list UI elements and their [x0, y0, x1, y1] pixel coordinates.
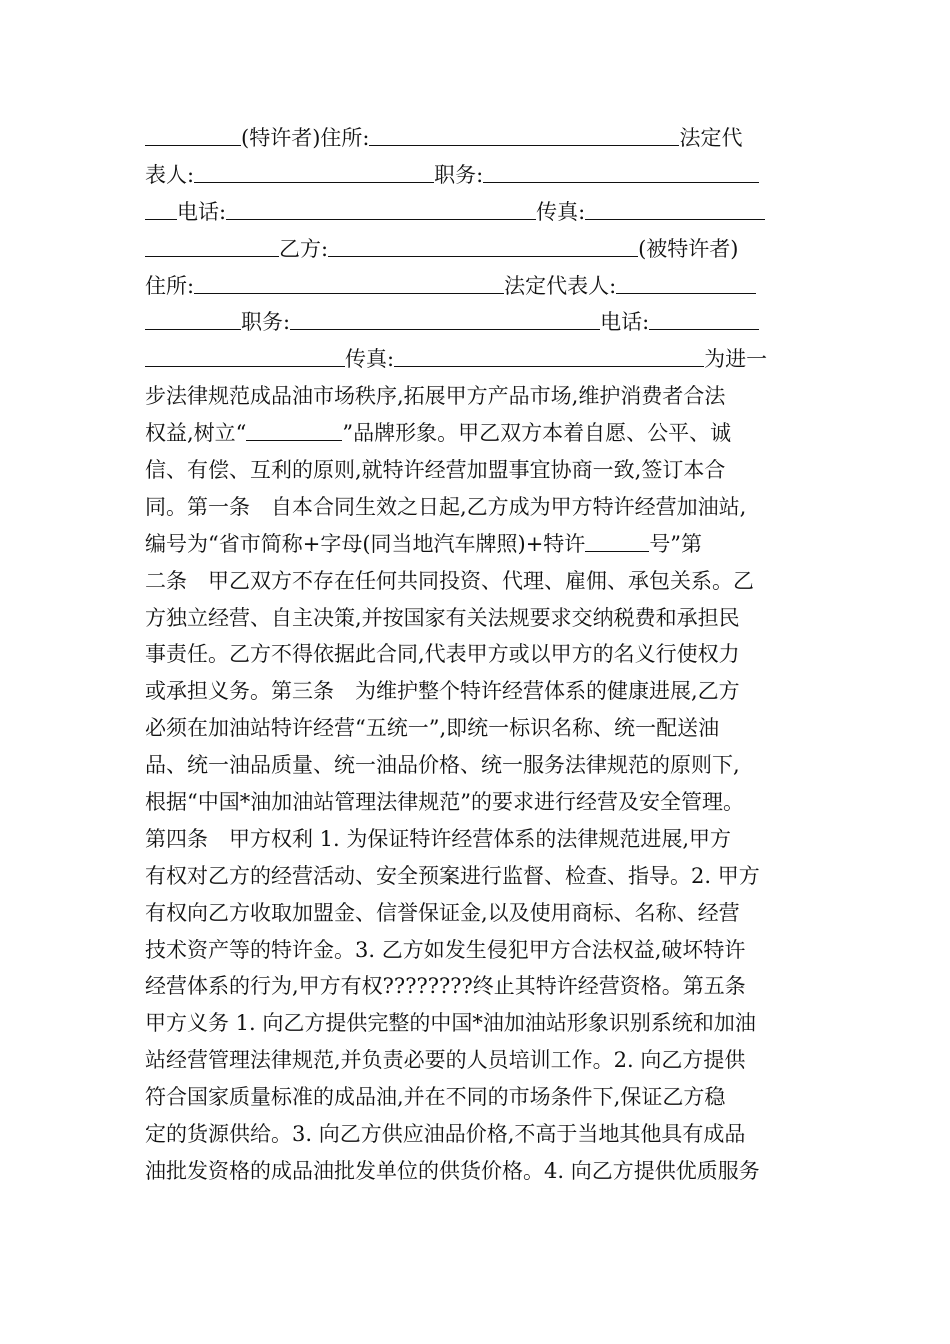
- text-segment: (特许者)住所:: [241, 126, 370, 150]
- blank-field: [369, 124, 679, 146]
- blank-field: [290, 308, 600, 330]
- text-segment: 定的货源供给。3. 向乙方供应油品价格,不高于当地其他具有成品: [145, 1122, 746, 1147]
- text-segment: 传真:: [536, 199, 586, 224]
- text-segment: 权益,树立“: [145, 421, 247, 446]
- text-line: [145, 1116, 805, 1153]
- text-segment: 传真:: [345, 347, 395, 372]
- text-line: [145, 747, 805, 784]
- blank-field: [328, 235, 638, 257]
- blank-field: [394, 345, 704, 367]
- blank-field: [616, 272, 756, 294]
- blank-field: [226, 198, 536, 220]
- blank-field: [145, 308, 241, 330]
- text-segment: 职务:: [434, 162, 484, 187]
- text-segment: 油批发资格的成品油批发单位的供货价格。4. 向乙方提供优质服务: [145, 1158, 760, 1183]
- blank-field: [145, 235, 279, 257]
- text-line: [145, 563, 805, 600]
- text-line: [145, 784, 805, 821]
- contract-body-text: [145, 120, 805, 1190]
- text-line: [145, 1005, 805, 1042]
- blank-field: [194, 161, 434, 183]
- text-segment: 第四条 甲方权利 1. 为保证特许经营体系的法律规范进展,甲方: [145, 826, 732, 851]
- text-segment: 信、有偿、互利的原则,就特许经营加盟事宜协商一致,签订本合: [145, 458, 726, 483]
- text-line: [145, 452, 805, 489]
- text-line: [145, 895, 805, 932]
- blank-field: [649, 308, 759, 330]
- text-segment: 电话:: [177, 199, 227, 224]
- text-segment: 住所:: [145, 273, 195, 298]
- text-line: [145, 821, 805, 858]
- text-segment: 步法律规范成品油市场秩序,拓展甲方产品市场,维护消费者合法: [145, 384, 726, 409]
- text-line: [145, 194, 805, 231]
- text-segment: 事责任。乙方不得依据此合同,代表甲方或以甲方的名义行使权力: [145, 642, 740, 667]
- text-segment: 职务:: [241, 310, 291, 335]
- text-segment: 经营体系的行为,甲方有权????????终止其特许经营资格。第五条: [145, 974, 746, 999]
- text-segment: 编号为“省市简称+字母(同当地汽车牌照)+特许: [145, 531, 586, 556]
- text-segment: 甲方义务 1. 向乙方提供完整的中国*油加油站形象识别系统和加油: [145, 1011, 756, 1036]
- text-line: [145, 526, 805, 563]
- text-segment: 法定代: [679, 126, 743, 150]
- text-line: [145, 304, 805, 341]
- blank-field: [483, 161, 759, 183]
- text-line: [145, 1042, 805, 1079]
- text-segment: 电话:: [600, 310, 650, 335]
- blank-field: [585, 198, 765, 220]
- text-line: [145, 157, 805, 194]
- text-line: [145, 600, 805, 637]
- text-segment: 根据“中国*油加油站管理法律规范”的要求进行经营及安全管理。: [145, 790, 744, 815]
- text-line: [145, 968, 805, 1005]
- text-line: [145, 932, 805, 969]
- text-line: [145, 489, 805, 526]
- text-line: [145, 231, 805, 268]
- text-segment: 有权对乙方的经营活动、安全预案进行监督、检查、指导。2. 甲方: [145, 863, 760, 888]
- text-segment: 或承担义务。第三条 为维护整个特许经营体系的健康进展,乙方: [145, 679, 740, 704]
- text-line: [145, 710, 805, 747]
- text-line: [145, 268, 805, 305]
- text-line: [145, 673, 805, 710]
- text-segment: 站经营管理法律规范,并负责必要的人员培训工作。2. 向乙方提供: [145, 1048, 746, 1073]
- text-line: [145, 1079, 805, 1116]
- text-segment: 方独立经营、自主决策,并按国家有关法规要求交纳税费和承担民: [145, 605, 740, 630]
- text-line: [145, 378, 805, 415]
- text-segment: 法定代表人:: [504, 273, 617, 298]
- text-segment: 符合国家质量标准的成品油,并在不同的市场条件下,保证乙方稳: [145, 1085, 726, 1110]
- text-segment: 有权向乙方收取加盟金、信誉保证金,以及使用商标、名称、经营: [145, 900, 740, 925]
- text-segment: 二条 甲乙双方不存在任何共同投资、代理、雇佣、承包关系。乙: [145, 568, 754, 593]
- text-segment: 品、统一油品质量、统一油品价格、统一服务法律规范的原则下,: [145, 753, 740, 778]
- blank-field: [585, 530, 649, 552]
- text-segment: 必须在加油站特许经营“五统一”,即统一标识名称、统一配送油: [145, 716, 720, 741]
- text-segment: 乙方:: [279, 236, 329, 261]
- blank-field: [145, 345, 345, 367]
- blank-field: [145, 124, 241, 146]
- text-segment: (被特许者): [638, 236, 739, 261]
- text-line: [145, 415, 805, 452]
- text-segment: 为进一: [704, 347, 768, 372]
- text-segment: 技术资产等的特许金。3. 乙方如发生侵犯甲方合法权益,破坏特许: [145, 937, 746, 962]
- blank-field: [246, 419, 342, 441]
- text-segment: ”品牌形象。甲乙双方本着自愿、公平、诚: [342, 421, 732, 446]
- text-line: [145, 858, 805, 895]
- blank-field: [145, 198, 177, 220]
- text-line: [145, 341, 805, 378]
- text-segment: 号”第: [649, 531, 703, 556]
- text-line: [145, 1153, 805, 1190]
- text-segment: 同。第一条 自本合同生效之日起,乙方成为甲方特许经营加油站,: [145, 494, 747, 519]
- text-segment: 表人:: [145, 162, 195, 187]
- blank-field: [194, 272, 504, 294]
- text-line: [145, 120, 805, 157]
- text-line: [145, 636, 805, 673]
